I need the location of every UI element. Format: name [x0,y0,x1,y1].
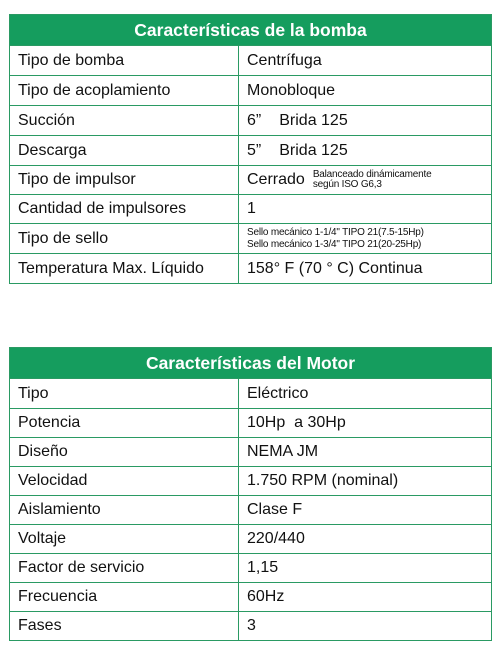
pump-characteristics-table [9,14,492,284]
row-label: Potencia [10,409,239,437]
row-value: 220/440 [247,530,305,547]
row-value [239,224,491,253]
row-value: Centrífuga [247,51,322,69]
seal-types: Sello mecánico 1-1/4" TIPO 21(7.5-15Hp) Sello mecánico 1-3/4" TIPO 21(20-25Hp) [247,226,424,250]
row-label: Frecuencia [10,583,239,611]
table-row [10,408,491,437]
row-value: Clase F [247,501,303,518]
row-label: Succión [10,106,239,135]
motor-characteristics-table [9,347,492,641]
table-row [10,582,491,611]
row-value [239,136,491,165]
pump-table-title: Características de la bomba [10,15,491,46]
table-row [10,75,491,105]
table-row [10,223,491,253]
row-value [239,166,491,194]
row-value: 1 [247,200,256,217]
table-row [10,46,491,75]
row-label: Diseño [10,438,239,466]
motor-table-title: Características del Motor [10,348,491,379]
row-label: Descarga [10,136,239,165]
row-label: Cantidad de impulsores [10,195,239,223]
row-label: Temperatura Max. Líquido [10,254,239,283]
table-row [10,611,491,640]
row-value: Monobloque [247,81,336,99]
table-row [10,135,491,165]
row-label: Tipo de acoplamiento [10,76,239,105]
row-label: Factor de servicio [10,554,239,582]
discharge-flange: Brida 125 [279,141,348,159]
row-value: 1.750 RPM (nominal) [247,472,399,489]
row-label: Voltaje [10,525,239,553]
table-row [10,253,491,283]
table-row [10,437,491,466]
table-row [10,194,491,223]
impeller-type: Cerrado [247,171,305,188]
row-label: Aislamiento [10,496,239,524]
table-row [10,165,491,194]
suction-flange: Brida 125 [279,111,348,129]
row-label: Tipo de bomba [10,46,239,75]
table-row [10,379,491,408]
row-value [239,106,491,135]
row-value: NEMA JM [247,443,319,460]
row-value: 60Hz [247,588,285,605]
row-label: Tipo de sello [10,224,239,253]
row-value: 3 [247,617,256,634]
row-label: Tipo [10,379,239,408]
table-row [10,466,491,495]
row-value: 158° F (70 ° C) Continua [247,259,423,277]
row-label: Velocidad [10,467,239,495]
table-row [10,524,491,553]
suction-size: 6” [247,111,262,129]
discharge-size: 5” [247,141,262,159]
row-label: Tipo de impulsor [10,166,239,194]
row-value: Eléctrico [247,384,309,402]
row-value: 10Hp a 30Hp [247,414,346,431]
table-row [10,495,491,524]
balance-note: Balanceado dinámicamente según ISO G6,3 [312,169,432,190]
row-label: Fases [10,612,239,640]
row-value: 1,15 [247,559,279,576]
table-row [10,105,491,135]
table-row [10,553,491,582]
